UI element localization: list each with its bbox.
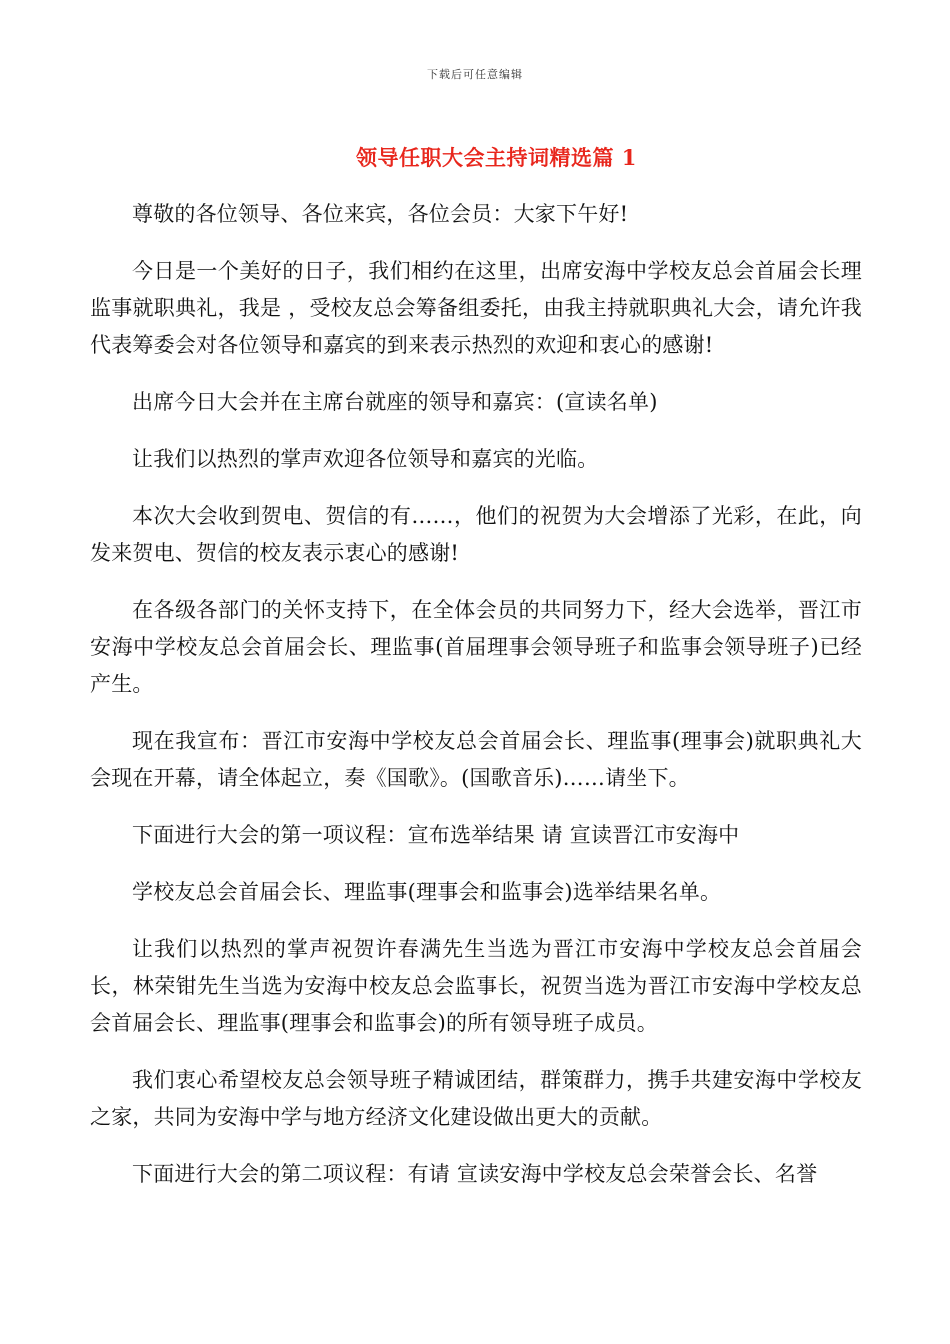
document-body (90, 196, 862, 1213)
header-note: 下载后可任意编辑 (427, 68, 523, 81)
paragraph-greeting: 尊敬的各位领导、各位来宾，各位会员：大家下午好! (132, 202, 629, 226)
paragraph-election: 在各级各部门的关怀支持下，在全体会员的共同努力下，经大会选举，晋江市安海中学校友总会首届会长、理监事(首届理事会领导班子和监事会领导班子)已经产生。 (90, 598, 862, 696)
paragraph-welcome: 让我们以热烈的掌声欢迎各位领导和嘉宾的光临。 (132, 447, 599, 471)
paragraph-agenda-1-cont: 学校友总会首届会长、理监事(理事会和监事会)选举结果名单。 (132, 880, 722, 904)
paragraph-agenda-2: 下面进行大会的第二项议程：有请 宣读安海中学校友总会荣誉会长、名誉 (132, 1162, 818, 1186)
paragraph-guests: 出席今日大会并在主席台就座的领导和嘉宾：(宣读名单) (132, 390, 658, 414)
paragraph-hope: 我们衷心希望校友总会领导班子精诚团结，群策群力，携手共建安海中学校友之家，共同为安海中学与地方经济文化建设做出更大的贡献。 (90, 1068, 862, 1129)
document-title: 领导任职大会主持词精选篇 1 (356, 145, 637, 170)
paragraph-announcement: 现在我宣布：晋江市安海中学校友总会首届会长、理监事(理事会)就职典礼大会现在开幕，请全体起立，奏《国歌》。(国歌音乐)……请坐下。 (90, 729, 862, 790)
paragraph-congratulations: 让我们以热烈的掌声祝贺许春满先生当选为晋江市安海中学校友总会首届会长，林荣钳先生当选为安海中校友总会监事长，祝贺当选为晋江市安海中学校友总会首届会长、理监事(理事会和监事会)的所有领导班子成员。 (90, 937, 862, 1035)
paragraph-opening: 今日是一个美好的日子，我们相约在这里，出席安海中学校友总会首届会长理监事就职典礼，我是 ，受校友总会筹备组委托，由我主持就职典礼大会，请允许我代表筹委会对各位领导和嘉宾的到来表示热烈的欢迎和衷心的感谢! (90, 259, 862, 357)
paragraph-agenda-1: 下面进行大会的第一项议程：宣布选举结果 请 宣读晋江市安海中 (132, 823, 740, 847)
paragraph-telegrams: 本次大会收到贺电、贺信的有……，他们的祝贺为大会增添了光彩，在此，向发来贺电、贺信的校友表示衷心的感谢! (90, 504, 862, 565)
